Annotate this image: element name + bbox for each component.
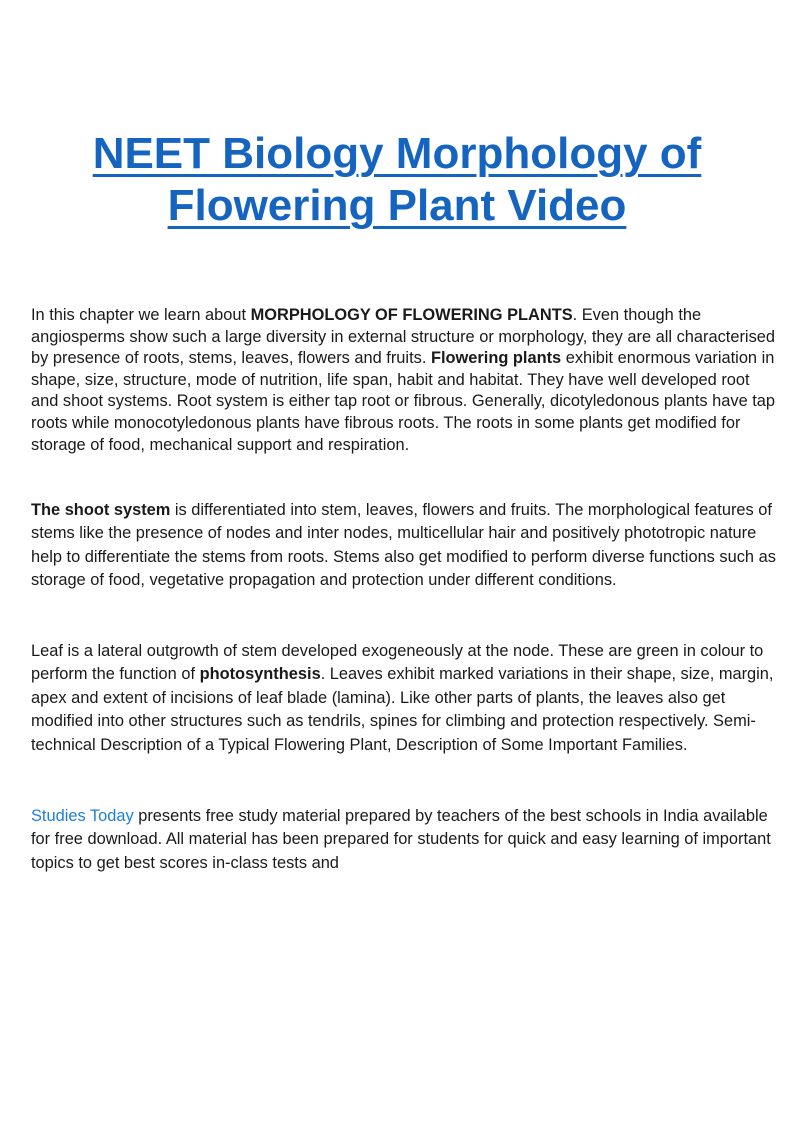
paragraph-shoot-system	[31, 499, 779, 593]
p3-rest: . Leaves exhibit marked variations in their shape, size, margin, apex and extent of incisions of leaf blade (lamina). Like other parts of plants, the leaves also get modified into other structures such as tendrils, spines for climbing and protection respectively. Semi-technical Description of a Typical Flowering Plant, Description of Some Important Families.	[31, 665, 774, 754]
p3-intro: Leaf is a lateral outgrowth of stem developed exogeneously at the node. These are green in colour to perform the function of	[31, 642, 764, 684]
p1-bold-flowering: Flowering plants	[430, 349, 562, 368]
p1-middle: . Even though the angiosperms show such a large diversity in external structure or morphology, they are all characterised by presence of roots, stems, leaves, flowers and fruits.	[31, 306, 775, 368]
p1-bold-topic: MORPHOLOGY OF FLOWERING PLANTS	[250, 306, 573, 324]
studies-today-link[interactable]: Studies Today	[31, 807, 134, 825]
page-title	[40, 128, 754, 232]
p1-rest: exhibit enormous variation in shape, size, structure, mode of nutrition, life span, habit and habitat. They have well developed root and shoot systems. Root system is either tap root or fibrous. Generally, dicotyledonous plants have tap roots while monocotyledonous plants have fibrous roots. The roots in some plants get modified for storage of food, mechanical support and respiration.	[31, 349, 776, 454]
title-link[interactable]: NEET Biology Morphology of Flowering Plant Video	[92, 129, 702, 230]
p3-bold-term: photosynthesis	[199, 665, 321, 684]
paragraph-studies-today	[31, 805, 779, 875]
p2-bold-lead: The shoot system	[31, 501, 171, 519]
paragraph-leaf	[31, 640, 779, 757]
p4-rest: presents free study material prepared by teachers of the best schools in India available for free download. All material has been prepared for students for quick and easy learning of important topics to get best scores in-class tests and	[31, 807, 771, 872]
p1-intro: In this chapter we learn about	[31, 306, 251, 324]
paragraph-morphology-intro	[31, 305, 779, 456]
p2-rest: is differentiated into stem, leaves, flowers and fruits. The morphological features of stems like the presence of nodes and inter nodes, multicellular hair and positively phototropic nature help to differentiate the stems from roots. Stems also get modified to perform diverse functions such as storage of food, vegetative propagation and protection under different conditions.	[31, 501, 776, 590]
